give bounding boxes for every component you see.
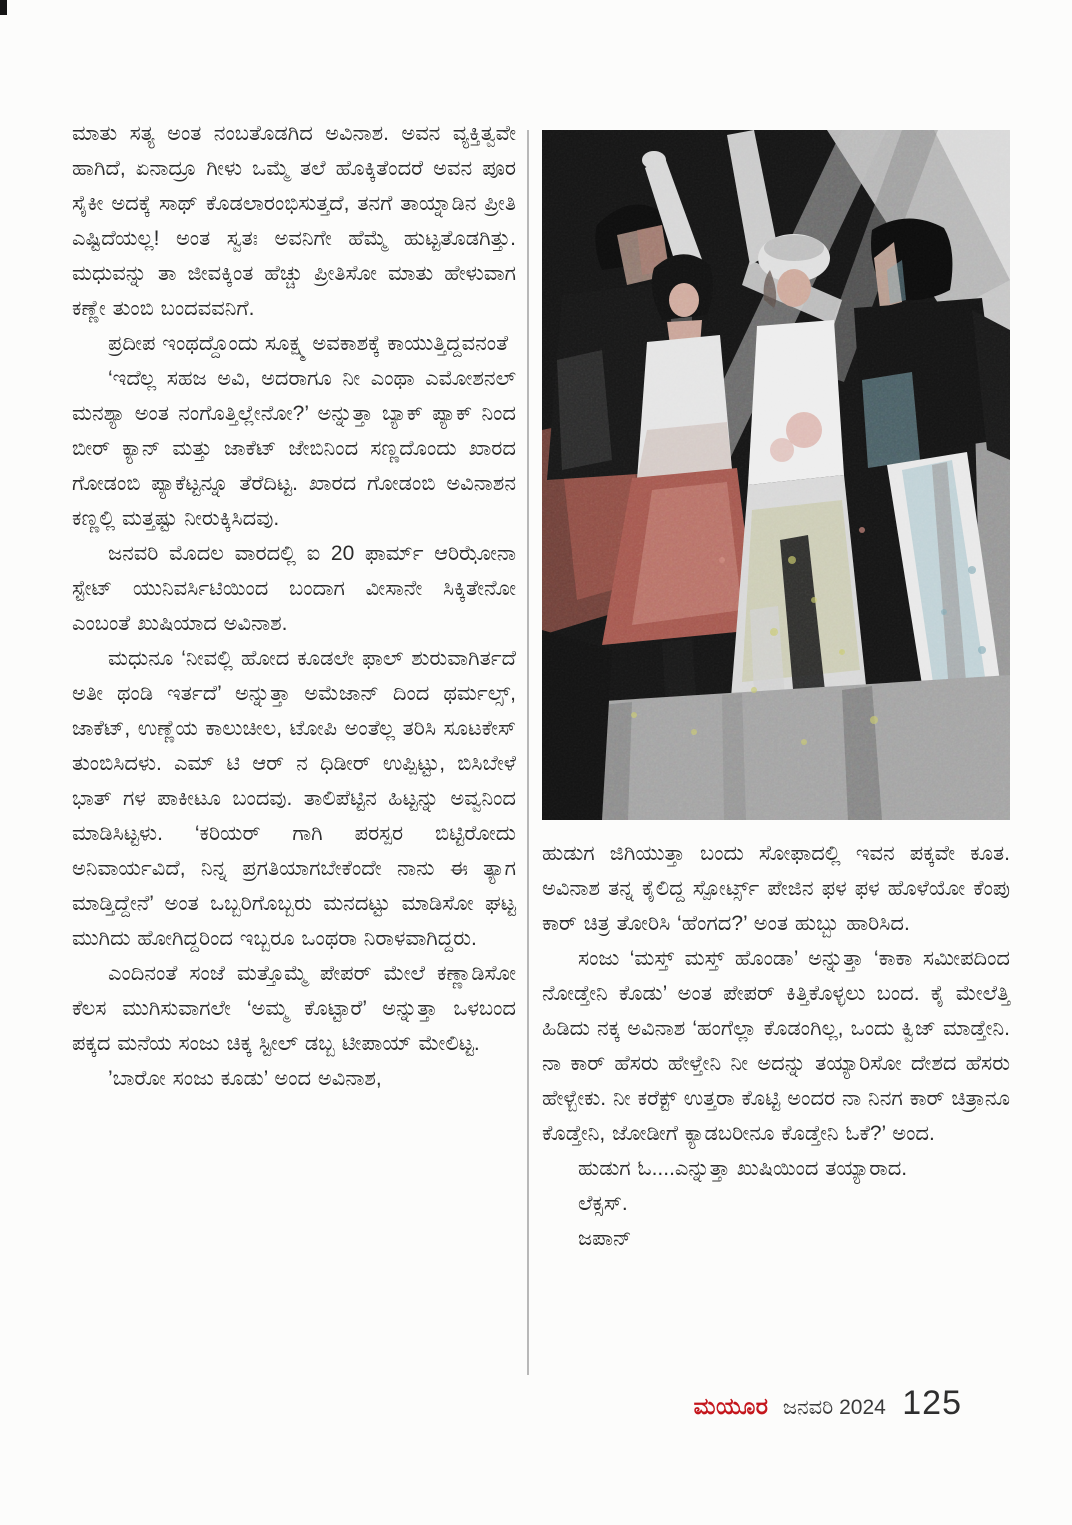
body-paragraph: ಎಂದಿನಂತೆ ಸಂಜೆ ಮತ್ತೊಮ್ಮೆ ಪೇಪರ್ ಮೇಲೆ ಕಣ್ಣಾಡಿಸೋ ಕೆಲಸ ಮುಗಿಸುವಾಗಲೇ ‘ಅಮ್ಮ ಕೊಟ್ಟಾರೆ’ ಅನ್ನುತ್ತಾ ಒಳಬಂದ ಪಕ್ಕದ ಮನೆಯ ಸಂಜು ಚಿಕ್ಕ ಸ್ಟೀಲ್ ಡಬ್ಬ ಟೀಪಾಯ್ ಮೇಲಿಟ್ಟ.: [72, 962, 516, 1055]
right-column: [542, 130, 1010, 1256]
grain-overlay: [542, 130, 1010, 820]
body-paragraph: ’ಬಾರೋ ಸಂಜು ಕೂಡು’ ಅಂದ ಅವಿನಾಶ,: [108, 1067, 382, 1090]
left-column: [72, 116, 516, 1096]
print-registration-mark: [0, 0, 7, 15]
body-paragraph: ಸಂಜು ‘ಮಸ್ತ್ ಮಸ್ತ್ ಹೊಂಡಾ’ ಅನ್ನುತ್ತಾ ‘ಕಾಕಾ ಸಮೀಪದಿಂದ ನೋಡ್ತೇನಿ ಕೊಡು’ ಅಂತ ಪೇಪರ್ ಕಿತ್ತಿಕೊಳ್ಳಲು ಬಂದ. ಕೈ ಮೇಲೆತ್ತಿ ಹಿಡಿದು ನಕ್ಕ ಅವಿನಾಶ ‘ಹಂಗೆಲ್ಲಾ ಕೊಡಂಗಿಲ್ಲ, ಒಂದು ಕ್ವಿಜ್ ಮಾಡ್ತೇನಿ. ನಾ ಕಾರ್ ಹೆಸರು ಹೇಳ್ತೇನಿ ನೀ ಅದನ್ನು ತಯ್ಯಾರಿಸೋ ದೇಶದ ಹೆಸರು ಹೇಳ್ಬೇಕು. ನೀ ಕರೆಕ್ಟ್ ಉತ್ತರಾ ಕೊಟ್ಟಿ ಅಂದರ ನಾ ನಿನಗ ಕಾರ್ ಚಿತ್ರಾನೂ ಕೊಡ್ತೇನಿ, ಜೋಡೀಗೆ ಕ್ಯಾಡಬರೀನೂ ಕೊಡ್ತೇನಿ ಓಕೆ?’ ಅಂದ.: [542, 947, 1010, 1145]
page-number: 125: [902, 1384, 962, 1422]
body-paragraph: ‘ಇದೆಲ್ಲ ಸಹಜ ಅವಿ, ಅದರಾಗೂ ನೀ ಎಂಥಾ ಎಮೋಶನಲ್ ಮನಶ್ಯಾ ಅಂತ ನಂಗೊತ್ತಿಲ್ಲೇನೋ?’ ಅನ್ನುತ್ತಾ ಬ್ಯಾಕ್ ಪ್ಯಾಕ್ ನಿಂದ ಬೀರ್ ಕ್ಯಾನ್ ಮತ್ತು ಜಾಕೆಟ್ ಜೇಬಿನಿಂದ ಸಣ್ಣದೊಂದು ಖಾರದ ಗೋಡಂಬಿ ಪ್ಯಾಕೆಟ್ಟನ್ನೂ ತೆರೆದಿಟ್ಟ. ಖಾರದ ಗೋಡಂಬಿ ಅವಿನಾಶನ ಕಣ್ಣಲ್ಲಿ ಮತ್ತಷ್ಟು ನೀರುಕ್ಕಿಸಿದವು.: [72, 367, 516, 530]
page-footer: [542, 1384, 962, 1423]
body-paragraph: ಪ್ರದೀಪ ಇಂಥದ್ದೊಂದು ಸೂಕ್ಷ್ಮ ಅವಕಾಶಕ್ಕೆ ಕಾಯುತ್ತಿದ್ದವನಂತೆ: [108, 332, 509, 355]
body-paragraph: ಹುಡುಗ ಜಿಗಿಯುತ್ತಾ ಬಂದು ಸೋಫಾದಲ್ಲಿ ಇವನ ಪಕ್ಕವೇ ಕೂತ. ಅವಿನಾಶ ತನ್ನ ಕೈಲಿದ್ದ ಸ್ಪೋರ್ಟ್ಸ್ ಪೇಜಿನ ಫಳ ಫಳ ಹೊಳೆಯೋ ಕೆಂಪು ಕಾರ್ ಚಿತ್ರ ತೋರಿಸಿ ‘ಹೆಂಗದ?’ ಅಂತ ಹುಬ್ಬು ಹಾರಿಸಿದ.: [542, 842, 1010, 935]
column-divider: [527, 130, 529, 1375]
magazine-name: ಮಯೂರ: [693, 1393, 769, 1419]
body-paragraph: ಲೆಕ್ಸಸ್.: [578, 1192, 628, 1215]
body-paragraph: ಹುಡುಗ ಓ....ಎನ್ನುತ್ತಾ ಖುಷಿಯಿಂದ ತಯ್ಯಾರಾದ.: [578, 1157, 908, 1180]
issue-date: ಜನವರಿ 2024: [782, 1396, 886, 1419]
right-column-text: [542, 836, 1010, 1256]
dancers-illustration: [542, 130, 1010, 820]
body-paragraph: ಮಧುನೂ ‘ನೀವಲ್ಲಿ ಹೋದ ಕೂಡಲೇ ಫಾಲ್ ಶುರುವಾಗಿರ್ತದೆ ಅತೀ ಥಂಡಿ ಇರ್ತದೆ’ ಅನ್ನುತ್ತಾ ಅಮೆಜಾನ್ ದಿಂದ ಥರ್ಮಲ್ಸ್, ಜಾಕೆಟ್, ಉಣ್ಣೆಯ ಕಾಲುಚೀಲ, ಟೋಪಿ ಅಂತೆಲ್ಲ ತರಿಸಿ ಸೂಟಕೇಸ್ ತುಂಬಿಸಿದಳು. ಎಮ್ ಟಿ ಆರ್ ನ ಧಿಡೀರ್ ಉಪ್ಪಿಟ್ಟು, ಬಿಸಿಬೇಳೆ ಭಾತ್ ಗಳ ಪಾಕೀಟೂ ಬಂದವು. ತಾಲಿಪೆಟ್ಟಿನ ಹಿಟ್ಟನ್ನು ಅವ್ವನಿಂದ ಮಾಡಿಸಿಟ್ಟಳು. ‘ಕರಿಯರ್ ಗಾಗಿ ಪರಸ್ಪರ ಬಿಟ್ಟಿರೋದು ಅನಿವಾರ್ಯವಿದೆ, ನಿನ್ನ ಪ್ರಗತಿಯಾಗಬೇಕೆಂದೇ ನಾನು ಈ ತ್ಯಾಗ ಮಾಡ್ತಿದ್ದೇನೆ’ ಅಂತ ಒಬ್ಬರಿಗೊಬ್ಬರು ಮನದಟ್ಟು ಮಾಡಿಸೋ ಘಟ್ಟ ಮುಗಿದು ಹೋಗಿದ್ದರಿಂದ ಇಬ್ಬರೂ ಒಂಥರಾ ನಿರಾಳವಾಗಿದ್ದರು.: [72, 647, 516, 950]
body-paragraph: ಜಪಾನ್: [578, 1227, 632, 1250]
body-paragraph: ಮಾತು ಸತ್ಯ ಅಂತ ನಂಬತೊಡಗಿದ ಅವಿನಾಶ. ಅವನ ವ್ಯಕ್ತಿತ್ವವೇ ಹಾಗಿದೆ, ಏನಾದ್ರೂ ಗೀಳು ಒಮ್ಮೆ ತಲೆ ಹೊಕ್ಕಿತೆಂದರೆ ಅವನ ಪೂರ ಸೈಕೀ ಅದಕ್ಕೆ ಸಾಥ್ ಕೊಡಲಾರಂಭಿಸುತ್ತದೆ, ತನಗೆ ತಾಯ್ನಾಡಿನ ಪ್ರೀತಿ ಎಷ್ಟಿದೆಯಲ್ಲ! ಅಂತ ಸ್ವತಃ ಅವನಿಗೇ ಹೆಮ್ಮೆ ಹುಟ್ಟತೊಡಗಿತ್ತು. ಮಧುವನ್ನು ತಾ ಜೀವಕ್ಕಿಂತ ಹೆಚ್ಚು ಪ್ರೀತಿಸೋ ಮಾತು ಹೇಳುವಾಗ ಕಣ್ಣೇ ತುಂಬಿ ಬಂದವವನಿಗೆ.: [72, 122, 516, 320]
body-paragraph: ಜನವರಿ ಮೊದಲ ವಾರದಲ್ಲಿ ಐ 20 ಫಾರ್ಮ್ ಆರಿಝೋನಾ ಸ್ಟೇಟ್ ಯುನಿವರ್ಸಿಟಿಯಿಂದ ಬಂದಾಗ ವೀಸಾನೇ ಸಿಕ್ಕಿತೇನೋ ಎಂಬಂತೆ ಖುಷಿಯಾದ ಅವಿನಾಶ.: [72, 542, 516, 635]
